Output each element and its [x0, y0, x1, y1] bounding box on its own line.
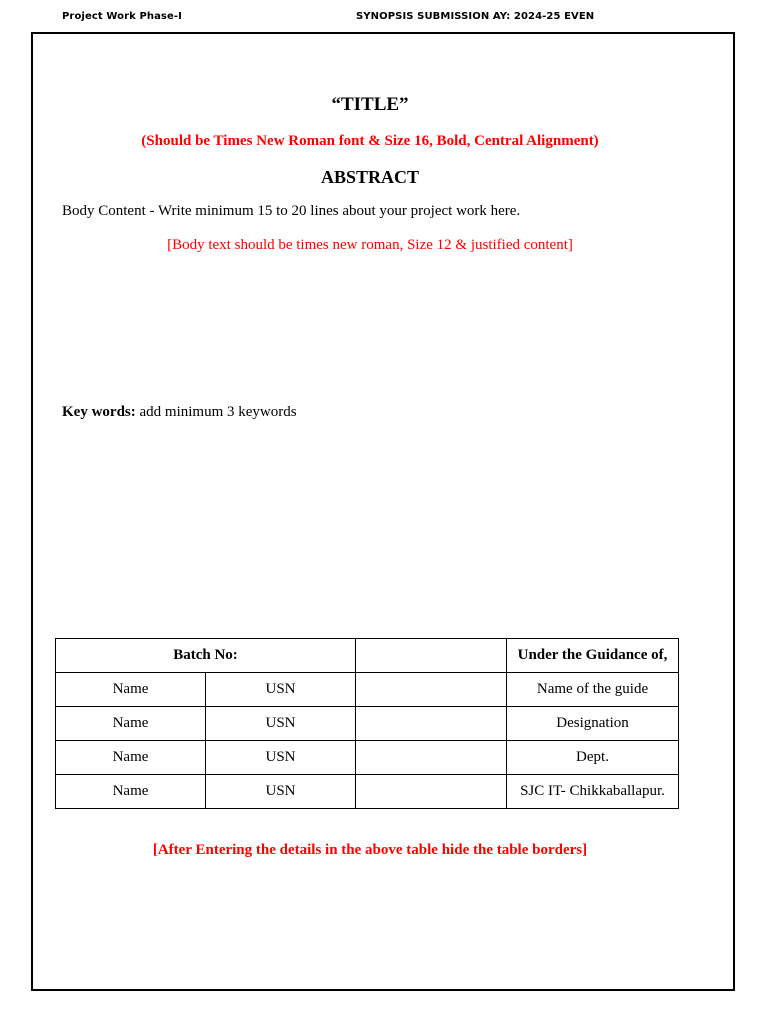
batch-details-table: [55, 638, 679, 809]
batch-no-cell[interactable]: Batch No:: [56, 639, 356, 673]
table-row: [56, 673, 679, 707]
empty-cell[interactable]: [356, 673, 507, 707]
header-left-text: Project Work Phase-I: [62, 11, 182, 22]
body-content-text[interactable]: Body Content - Write minimum 15 to 20 lines about your project work here.: [62, 203, 521, 219]
table-header-row: [56, 639, 679, 673]
student-name-cell[interactable]: Name: [56, 707, 206, 741]
empty-cell[interactable]: [356, 775, 507, 809]
abstract-heading[interactable]: ABSTRACT: [320, 167, 420, 187]
student-name-cell[interactable]: Name: [56, 673, 206, 707]
student-usn-cell[interactable]: USN: [206, 707, 356, 741]
table-row: [56, 775, 679, 809]
guidance-header-cell[interactable]: Under the Guidance of,: [507, 639, 679, 673]
guide-info-cell[interactable]: Name of the guide: [507, 673, 679, 707]
guide-info-cell[interactable]: SJC IT- Chikkaballapur.: [507, 775, 679, 809]
empty-cell[interactable]: [356, 707, 507, 741]
header-right-text: SYNOPSIS SUBMISSION AY: 2024-25 EVEN: [356, 11, 595, 22]
batch-value-cell[interactable]: [356, 639, 507, 673]
table-row: [56, 741, 679, 775]
keywords-text: add minimum 3 keywords: [135, 404, 297, 420]
keywords-line[interactable]: [62, 404, 297, 421]
keywords-label: Key words:: [62, 404, 136, 420]
student-name-cell[interactable]: Name: [56, 775, 206, 809]
student-usn-cell[interactable]: USN: [206, 673, 356, 707]
guide-info-cell[interactable]: Designation: [507, 707, 679, 741]
guide-info-cell[interactable]: Dept.: [507, 741, 679, 775]
table-row: [56, 707, 679, 741]
body-instruction[interactable]: [Body text should be times new roman, Size 12 & justified content]: [167, 237, 573, 253]
title-instruction[interactable]: (Should be Times New Roman font & Size 16, Bold, Central Alignment): [141, 133, 599, 149]
student-usn-cell[interactable]: USN: [206, 741, 356, 775]
student-usn-cell[interactable]: USN: [206, 775, 356, 809]
student-name-cell[interactable]: Name: [56, 741, 206, 775]
empty-cell[interactable]: [356, 741, 507, 775]
document-title[interactable]: “TITLE”: [331, 94, 409, 115]
footer-instruction-note[interactable]: [After Entering the details in the above table hide the table borders]: [152, 842, 588, 858]
